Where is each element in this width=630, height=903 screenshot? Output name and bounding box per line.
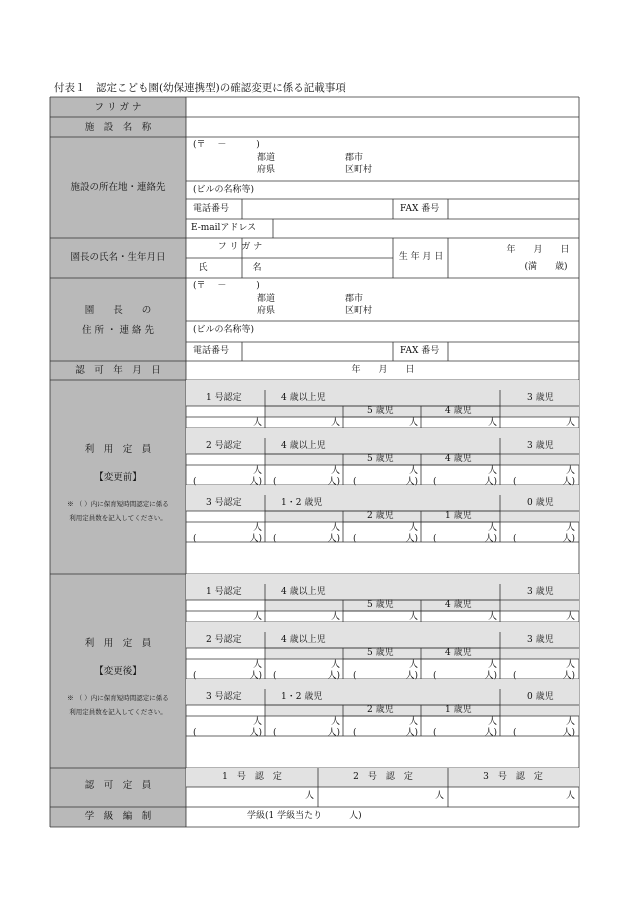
age-group-label: 0 歳児 (527, 498, 554, 508)
short-time-unit: 人) (484, 671, 497, 681)
director-age: (満 歳) (524, 262, 568, 272)
short-time-unit: 人) (405, 671, 418, 681)
short-time-unit: 人) (562, 728, 575, 738)
person-unit: 人 (487, 523, 497, 533)
capacity-header-shade (186, 390, 579, 406)
prefecture-text: 府県 (257, 165, 276, 175)
capacity-gap-shade (186, 485, 579, 495)
short-time-paren: ( (273, 671, 277, 681)
capacity-header-shade (500, 511, 579, 522)
person-unit: 人 (487, 660, 497, 670)
short-time-paren: ( (353, 728, 357, 738)
cert-type-label: 1 号認定 (206, 393, 242, 403)
short-time-paren: ( (193, 477, 197, 487)
age-group-label: 4 歳児 (445, 600, 472, 610)
short-time-unit: 人) (327, 671, 340, 681)
short-time-unit: 人) (562, 671, 575, 681)
age-group-label: 0 歳児 (527, 692, 554, 702)
short-time-paren: ( (353, 671, 357, 681)
age-group-label: 5 歳児 (367, 406, 394, 416)
prefecture-text: 府県 (257, 306, 276, 316)
building-name: (ビルの名称等) (193, 325, 255, 335)
person-unit: 人 (330, 466, 340, 476)
capacity-gap-shade (186, 380, 579, 390)
cert-type-label: 2 号認定 (206, 635, 242, 645)
short-time-unit: 人) (249, 671, 262, 681)
short-time-paren: ( (433, 728, 437, 738)
capacity-note: 利用定員数を記入してください。 (69, 514, 167, 522)
label-facility-address: 施設の所在地・連絡先 (70, 182, 166, 193)
person-unit: 人 (330, 612, 340, 622)
short-time-unit: 人) (484, 728, 497, 738)
capacity-header-shade (500, 600, 579, 611)
short-time-paren: ( (433, 477, 437, 487)
age-group-label: 3 歳児 (527, 635, 554, 645)
person-unit: 人 (330, 717, 340, 727)
age-group-label: 4 歳以上児 (281, 441, 326, 451)
capacity-header-shade (500, 454, 579, 465)
short-time-unit: 人) (327, 477, 340, 487)
short-time-unit: 人) (405, 477, 418, 487)
age-group-label: 5 歳児 (367, 454, 394, 464)
person-unit: 人 (252, 717, 262, 727)
person-unit: 人 (487, 717, 497, 727)
phone-label: 電話番号 (193, 346, 230, 356)
age-group-label: 4 歳以上児 (281, 635, 326, 645)
label-capacity-phase: 【変更前】 (94, 472, 142, 483)
label-approval-date: 認 可 年 月 日 (75, 365, 161, 376)
label-director-name: 園長の氏名・生年月日 (70, 252, 166, 263)
label-director-address: 住 所 ・ 連 絡 先 (81, 325, 155, 336)
age-group-label: 5 歳児 (367, 600, 394, 610)
capacity-gap-shade (186, 622, 579, 632)
person-unit: 人 (565, 717, 575, 727)
short-time-paren: ( (193, 671, 197, 681)
capacity-note: ※ （ ）内に保育短時間認定に係る (67, 500, 169, 508)
capacity-gap-shade (186, 574, 579, 584)
director-birth-label: 生 年 月 日 (398, 252, 444, 262)
person-unit: 人 (487, 466, 497, 476)
age-group-label: 3 歳児 (527, 587, 554, 597)
city-text: 区町村 (345, 306, 373, 316)
age-group-label: 1・2 歳児 (281, 692, 323, 702)
capacity-header-shade (186, 689, 579, 705)
age-group-label: 3 歳児 (527, 393, 554, 403)
director-birth-date: 年 月 日 (506, 245, 570, 255)
person-unit: 人 (487, 418, 497, 428)
page-title: 付表１ 認定こども園(幼保連携型)の確認変更に係る記載事項 (54, 82, 346, 94)
capacity-gap-shade (186, 428, 579, 438)
person-unit: 人 (408, 660, 418, 670)
label-facility-name: 施 設 名 称 (84, 122, 152, 133)
age-group-label: 4 歳以上児 (281, 587, 326, 597)
short-time-unit: 人) (327, 728, 340, 738)
postal-code: (〒 － ) (193, 140, 260, 150)
fax-label: FAX 番号 (400, 346, 440, 356)
person-unit: 人 (408, 418, 418, 428)
short-time-paren: ( (273, 477, 277, 487)
person-unit: 人 (252, 660, 262, 670)
label-class-organization: 学 級 編 制 (84, 811, 152, 822)
prefecture-text: 都道 (257, 294, 276, 304)
short-time-unit: 人) (405, 728, 418, 738)
short-time-paren: ( (353, 534, 357, 544)
cert-type-label: 3 号認定 (206, 692, 242, 702)
short-time-paren: ( (353, 477, 357, 487)
city-text: 郡市 (345, 153, 364, 163)
age-group-label: 4 歳児 (445, 406, 472, 416)
short-time-unit: 人) (405, 534, 418, 544)
person-unit: 人 (565, 791, 575, 801)
capacity-gap-shade (186, 679, 579, 689)
class-organization-value: 学級(1 学級当たり 人) (247, 811, 362, 821)
age-group-label: 3 歳児 (527, 441, 554, 451)
age-group-label: 4 歳児 (445, 648, 472, 658)
building-name: (ビルの名称等) (193, 185, 255, 195)
approved-header: 2 号 認 定 (353, 772, 413, 782)
short-time-unit: 人) (484, 534, 497, 544)
label-capacity: 利 用 定 員 (84, 638, 152, 649)
age-group-label: 5 歳児 (367, 648, 394, 658)
person-unit: 人 (565, 466, 575, 476)
approved-header: 3 号 認 定 (483, 772, 543, 782)
person-unit: 人 (408, 466, 418, 476)
short-time-paren: ( (513, 477, 517, 487)
approved-header: 1 号 認 定 (222, 772, 282, 782)
age-group-label: 4 歳以上児 (281, 393, 326, 403)
person-unit: 人 (304, 791, 314, 801)
age-group-label: 2 歳児 (367, 511, 394, 521)
person-unit: 人 (487, 612, 497, 622)
age-group-label: 1 歳児 (445, 705, 472, 715)
person-unit: 人 (565, 660, 575, 670)
person-unit: 人 (330, 523, 340, 533)
person-unit: 人 (252, 523, 262, 533)
director-name-label: 氏 名 (198, 263, 262, 273)
phone-label: 電話番号 (193, 204, 230, 214)
short-time-unit: 人) (327, 534, 340, 544)
short-time-unit: 人) (249, 728, 262, 738)
person-unit: 人 (330, 660, 340, 670)
person-unit: 人 (565, 523, 575, 533)
short-time-unit: 人) (562, 534, 575, 544)
age-group-label: 1・2 歳児 (281, 498, 323, 508)
person-unit: 人 (408, 717, 418, 727)
label-director-address: 園 長 の (84, 305, 152, 316)
label-furigana: フ リ ガ ナ (94, 102, 142, 113)
person-unit: 人 (408, 523, 418, 533)
short-time-paren: ( (193, 534, 197, 544)
capacity-header-shade (186, 495, 579, 511)
person-unit: 人 (252, 418, 262, 428)
short-time-paren: ( (273, 728, 277, 738)
capacity-note: 利用定員数を記入してください。 (69, 708, 167, 716)
age-group-label: 1 歳児 (445, 511, 472, 521)
cert-type-label: 1 号認定 (206, 587, 242, 597)
postal-code: (〒 － ) (193, 281, 260, 291)
cert-type-label: 2 号認定 (206, 441, 242, 451)
label-capacity: 利 用 定 員 (84, 444, 152, 455)
short-time-unit: 人) (562, 477, 575, 487)
director-furigana: フ リ ガ ナ (217, 242, 263, 252)
short-time-paren: ( (433, 534, 437, 544)
person-unit: 人 (330, 418, 340, 428)
capacity-header-shade (500, 648, 579, 659)
prefecture-text: 都道 (257, 153, 276, 163)
capacity-note: ※ （ ）内に保育短時間認定に係る (67, 694, 169, 702)
fax-label: FAX 番号 (400, 204, 440, 214)
short-time-paren: ( (193, 728, 197, 738)
person-unit: 人 (565, 612, 575, 622)
label-capacity-phase: 【変更後】 (94, 666, 142, 677)
short-time-paren: ( (433, 671, 437, 681)
short-time-paren: ( (513, 534, 517, 544)
person-unit: 人 (252, 612, 262, 622)
short-time-unit: 人) (249, 477, 262, 487)
short-time-paren: ( (273, 534, 277, 544)
person-unit: 人 (565, 418, 575, 428)
capacity-header-shade (186, 584, 579, 600)
email-label: E-mailアドレス (191, 223, 257, 233)
capacity-header-shade (500, 705, 579, 716)
age-group-label: 4 歳児 (445, 454, 472, 464)
short-time-unit: 人) (249, 534, 262, 544)
approval-date: 年 月 日 (351, 365, 415, 375)
capacity-header-shade (500, 406, 579, 417)
age-group-label: 2 歳児 (367, 705, 394, 715)
short-time-paren: ( (513, 671, 517, 681)
short-time-unit: 人) (484, 477, 497, 487)
person-unit: 人 (434, 791, 444, 801)
label-approved-capacity: 認 可 定 員 (84, 780, 152, 791)
city-text: 区町村 (345, 165, 373, 175)
short-time-paren: ( (513, 728, 517, 738)
cert-type-label: 3 号認定 (206, 498, 242, 508)
person-unit: 人 (408, 612, 418, 622)
person-unit: 人 (252, 466, 262, 476)
city-text: 郡市 (345, 294, 364, 304)
